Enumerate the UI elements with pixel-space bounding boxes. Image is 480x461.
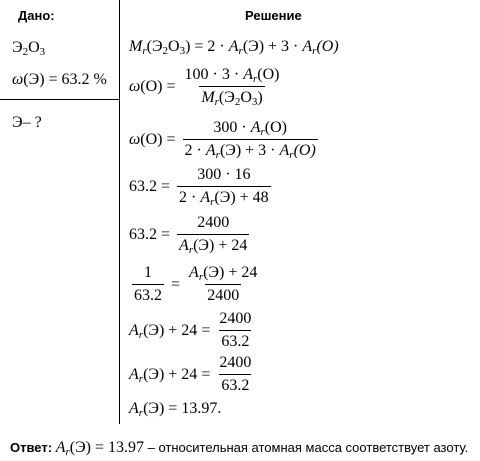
vertical-divider — [119, 0, 120, 424]
given-question: Э– ? — [12, 114, 42, 131]
solution-line-9: $A_r(Э)$ = 13.97. — [129, 400, 222, 419]
answer-line — [10, 439, 468, 457]
answer-label: Ответ: — [10, 440, 53, 455]
given-divider — [0, 99, 119, 100]
solution-line-7: $A_r(Э) + 24$ = $\frac{2400}{63.2}$ — [129, 310, 252, 350]
solution-line-8: $A_r(Э) + 24$ = $\frac{2400}{63.2}$ — [129, 354, 252, 394]
given-header: Дано: — [18, 8, 55, 23]
answer-text: – относительная атомная масса соответствует азоту. — [144, 440, 469, 455]
solution-header: Решение — [245, 8, 302, 23]
given-formula: $Э_2O_3$ — [12, 39, 46, 58]
solution-line-1: $M_r(Э_2O_3)$ = $2 \cdot A_r(Э) + 3 \cdot A_r(O)$ — [129, 38, 339, 57]
solution-line-4: 63.2 = $\frac{300 \cdot 16}{2 \cdot A_r(Э) + 48}$ — [129, 166, 269, 208]
solution-line-6: $\frac{1}{63.2}$ = $\frac{A_r(Э) + 24}{2400}$ — [134, 264, 258, 304]
answer-value: $A_r(Э) = 13.97$ — [55, 439, 144, 458]
solution-line-2: ω(O) = $\frac{100 \cdot 3 \cdot A_r(O)}{M_r(Э_2O_3)}$ — [129, 66, 280, 108]
solution-line-3: ω(O) = $\frac{300 \cdot A_r(O)}{2 \cdot A_r(Э) + 3 \cdot A_r(O)}$ — [129, 119, 316, 161]
solution-line-5: 63.2 = $\frac{2400}{A_r(Э) + 24}$ — [129, 214, 248, 256]
given-mass-fraction: ω(Э) = 63.2 % — [12, 71, 107, 88]
